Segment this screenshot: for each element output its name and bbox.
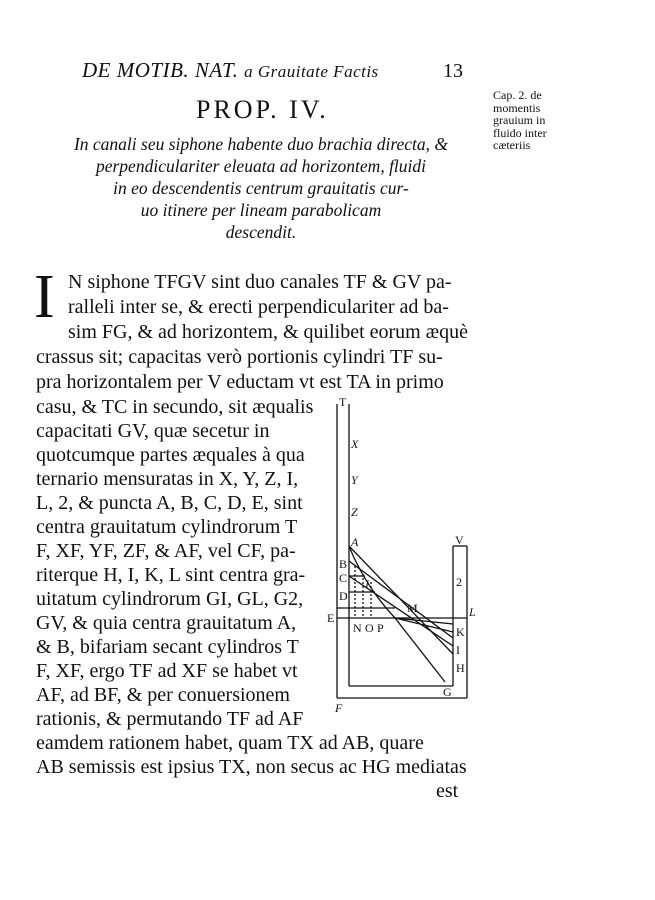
- label-K: K: [456, 625, 465, 639]
- label-D: D: [339, 589, 348, 603]
- label-M: M: [407, 601, 418, 615]
- body-line: rationis, & permutando TF ad AF: [36, 708, 304, 730]
- label-P: P: [377, 621, 384, 635]
- label-V: V: [455, 533, 464, 547]
- body-line: sim FG, & ad horizontem, & quilibet eorum æquè: [68, 321, 468, 343]
- enunciation-line: perpendiculariter eleuata ad horizontem, fluidi: [95, 156, 427, 176]
- label-2: 2: [456, 575, 462, 589]
- label-X: X: [351, 437, 359, 451]
- running-head: [82, 58, 482, 83]
- label-B: B: [339, 557, 348, 571]
- drop-cap: I: [34, 263, 55, 331]
- label-I-right: I: [456, 643, 460, 657]
- body-line: crassus sit; capacitas verò portionis cylindri TF su-: [36, 346, 443, 368]
- label-I: I: [365, 577, 369, 591]
- enunciation-line: uo itinere per lineam parabolicam: [140, 200, 382, 220]
- body-line: AF, ad BF, & per conuersionem: [36, 684, 290, 706]
- label-F: F: [335, 701, 343, 715]
- enunciation-line: descendit.: [225, 222, 297, 242]
- margin-note-line: momentis: [493, 100, 541, 115]
- label-Z: Z: [351, 505, 358, 519]
- margin-note-line: cæteriis: [493, 138, 531, 152]
- body-line: pra horizontalem per V eductam vt est TA in primo: [36, 371, 444, 393]
- margin-note-line: grauium in: [493, 113, 546, 127]
- page-number: 13: [443, 60, 463, 82]
- enunciation-line: In canali seu siphone habente duo brachia directa, &: [73, 134, 449, 154]
- body-line: F, XF, YF, ZF, & AF, vel CF, pa-: [36, 540, 296, 562]
- label-O: O: [365, 621, 374, 635]
- body-line: AB semissis est ipsius TX, non secus ac HG mediatas: [36, 756, 467, 778]
- label-Y: Y: [351, 473, 358, 487]
- body-line: uitatum cylindrorum GI, GL, G2,: [36, 588, 304, 610]
- margin-note-line: fluido inter: [493, 125, 547, 140]
- body-line: ternario mensuratas in X, Y, Z, I,: [36, 468, 299, 490]
- proposition-enunciation: [56, 133, 466, 243]
- body-line: centra grauitatum cylindrorum T: [36, 516, 298, 538]
- body-line: eamdem rationem habet, quam TX ad AB, quare: [36, 732, 424, 754]
- label-E: E: [327, 611, 335, 625]
- body-line: casu, & TC in secundo, sit æqualis: [36, 396, 314, 418]
- enunciation-line: in eo descendentis centrum grauitatis cur-: [113, 178, 409, 198]
- body-line: N siphone TFGV sint duo canales TF & GV pa-: [68, 271, 452, 293]
- body-line: L, 2, & puncta A, B, C, D, E, sint: [36, 492, 303, 514]
- running-title-small: a Grauitate Factis: [244, 62, 379, 81]
- margin-note: [493, 89, 583, 152]
- label-C: C: [339, 571, 348, 585]
- label-L: L: [469, 605, 476, 619]
- siphon-diagram-svg: [325, 396, 495, 716]
- body-line: riterque H, I, K, L sint centra gra-: [36, 564, 306, 586]
- siphon-diagram: [325, 396, 495, 716]
- catchword: est: [436, 780, 459, 802]
- label-H: H: [456, 661, 465, 675]
- proposition-title: PROP. IV.: [196, 95, 329, 124]
- margin-note-line: Cap. 2. de: [493, 88, 542, 102]
- body-line: ralleli inter se, & erecti perpendiculariter ad ba-: [68, 296, 449, 318]
- parabolic-curve: [349, 546, 395, 618]
- body-line: & B, bifariam secant cylindros T: [36, 636, 299, 658]
- label-N: N: [353, 621, 362, 635]
- label-T: T: [339, 396, 347, 409]
- body-line: F, XF, ergo TF ad XF se habet vt: [36, 660, 298, 682]
- label-G: G: [443, 685, 452, 699]
- body-line: quotcumque partes æquales à qua: [36, 444, 305, 466]
- label-A: A: [351, 535, 359, 549]
- running-title-main: DE MOTIB. NAT.: [82, 58, 239, 82]
- body-line: GV, & quia centra grauitatum A,: [36, 612, 297, 634]
- body-line: capacitati GV, quæ secetur in: [36, 420, 270, 442]
